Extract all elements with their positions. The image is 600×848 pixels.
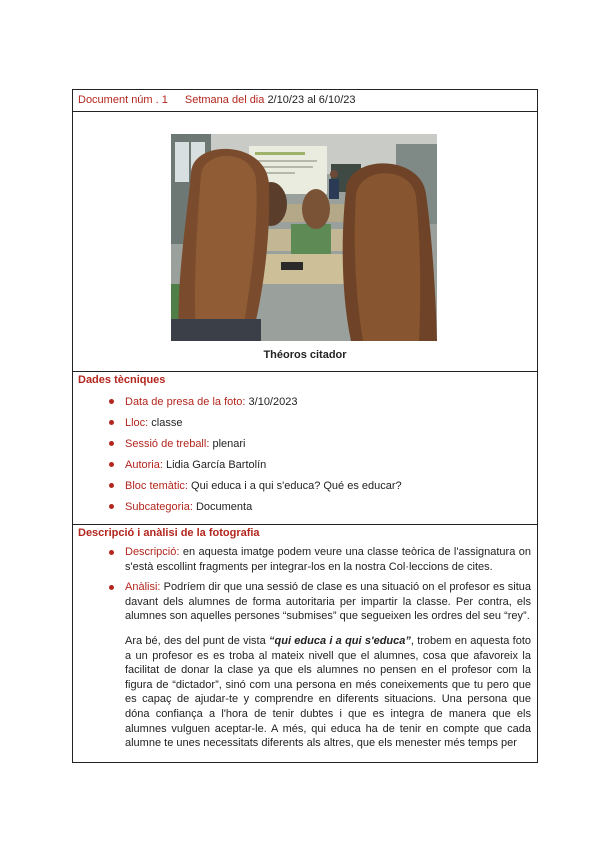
description-section — [72, 524, 538, 763]
item-value: Qui educa i a qui s'educa? Qué es educar? — [187, 480, 402, 492]
description-text: en aquesta imatge podem veure una classe teòrica de l'assignatura on s'està escollint fragments per integrar-los en la nostra Col·leccions de cites. — [125, 546, 531, 573]
analysis-paragraph — [125, 580, 531, 624]
document-header — [72, 89, 538, 112]
technical-data-title: Dades tècniques — [78, 374, 166, 386]
analysis-continuation-paragraph — [125, 634, 531, 751]
item-label: Autoria: — [125, 459, 163, 471]
list-item — [73, 395, 537, 416]
list-item — [73, 458, 537, 479]
item-label: Data de presa de la foto: — [125, 396, 246, 408]
paragraph-rest: , trobem en aquesta foto a un profesor es es troba al mateix nivell que el alumnes, cosa que afavoreix la facilitat de donar la clase ya que els alumnes no pensen en el profesor com la figura de “dictador”, sinó com una persona en més coneixements que tu pero que es capaç de ajudar-te y comprendre en diferents situacions. Una persona que dóna confiança a l'hora de tenir dubtes i que es integra de manera que els alumnes vulguen aceptar-le. A més, qui educa ha de tenir en compte que cada alumne te unes necessitats diferents als altres, que els menester més temps per — [125, 634, 531, 750]
bullet-icon — [109, 483, 114, 488]
bullet-icon — [109, 462, 114, 467]
week-label: Setmana del dia — [184, 94, 265, 106]
list-item — [73, 416, 537, 437]
item-value: Lidia García Bartolín — [162, 459, 267, 471]
classroom-photo — [171, 134, 437, 341]
analysis-text: Podríem dir que una sessió de clase es una situació on el profesor es situa davant dels alumnes de forma autoritaria per impartir la classe. Per contra, els alumnes son aquelles persones “submises” que segueixen les ordres del seu “rey”. — [125, 581, 531, 623]
bullet-icon — [109, 399, 114, 404]
item-value: 3/10/2023 — [245, 396, 298, 408]
bullet-icon — [109, 504, 114, 509]
paragraph-start: Ara bé, des del punt de vista — [125, 634, 270, 647]
description-label: Descripció: — [125, 546, 180, 558]
photo-cell — [72, 111, 538, 372]
item-value: classe — [148, 417, 183, 429]
photo-caption: Théoros citador — [263, 349, 347, 361]
description-title: Descripció i anàlisi de la fotografia — [78, 527, 260, 539]
description-paragraph — [125, 545, 531, 574]
item-label: Bloc temàtic: — [125, 480, 188, 492]
bullet-icon — [109, 420, 114, 425]
bullet-icon — [109, 550, 114, 555]
technical-data-section — [72, 371, 538, 525]
technical-data-list — [73, 395, 537, 521]
bullet-icon — [109, 585, 114, 590]
bullet-icon — [109, 441, 114, 446]
list-item — [73, 500, 537, 521]
document-number: Document núm . 1 — [78, 94, 168, 106]
item-label: Subcategoria: — [125, 501, 193, 513]
item-value: Documenta — [192, 501, 253, 513]
classroom-photo-image — [171, 134, 437, 341]
item-label: Lloc: — [125, 417, 149, 429]
analysis-label: Anàlisi: — [125, 581, 161, 594]
item-label: Sessió de treball: — [125, 438, 210, 450]
item-value: plenari — [209, 438, 246, 450]
list-item — [73, 479, 537, 500]
week-value: 2/10/23 al 6/10/23 — [267, 94, 356, 106]
quoted-phrase: “qui educa i a qui s'educa” — [269, 634, 411, 647]
list-item — [73, 437, 537, 458]
